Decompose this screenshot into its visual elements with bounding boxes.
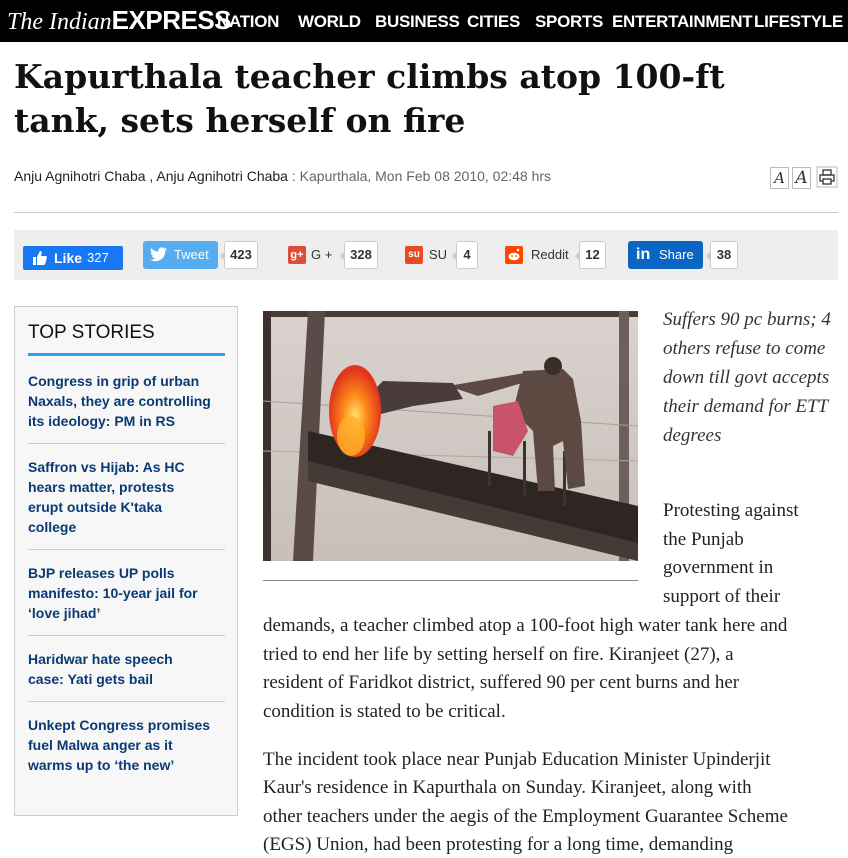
facebook-like-button[interactable] — [23, 246, 123, 270]
top-story-link[interactable]: Haridwar hate speech case: Yati gets bail — [28, 651, 173, 687]
byline-authors[interactable]: Anju Agnihotri Chaba , Anju Agnihotri Chaba — [14, 168, 288, 184]
facebook-like-label: Like — [54, 250, 83, 266]
top-story-link[interactable]: BJP releases UP polls manifesto: 10-year jail for ‘love jihad’ — [28, 565, 198, 621]
thumbs-up-icon — [32, 251, 47, 265]
article-headline: Kapurthala teacher climbs atop 100-ft tank, sets herself on fire — [14, 57, 725, 140]
nav-item-world[interactable]: WORLD — [298, 12, 361, 31]
gplus-count: 328 — [344, 241, 378, 269]
tweet-count: 423 — [224, 241, 258, 269]
story-separator — [28, 549, 225, 550]
article-body-line: tried to end her life by setting herself on fire. Kiranjeet (27), a — [263, 644, 734, 665]
top-story-link[interactable]: Congress in grip of urban Naxals, they are controlling its ideology: PM in RS — [28, 373, 211, 429]
logo-text-the: The Indian — [7, 9, 112, 35]
linkedin-count: 38 — [710, 241, 738, 269]
font-size-increase-button[interactable]: A — [792, 167, 811, 189]
reddit-label: Reddit — [531, 247, 569, 262]
print-button[interactable] — [816, 166, 838, 188]
nav-item-entertainment[interactable]: ENTERTAINMENT — [612, 12, 753, 31]
printer-icon — [816, 166, 838, 188]
story-separator — [28, 443, 225, 444]
linkedin-share-button[interactable] — [628, 241, 703, 269]
article-body-line: resident of Faridkot district, suffered 90 per cent burns and her — [263, 672, 740, 693]
nav-item-sports[interactable]: SPORTS — [535, 12, 604, 31]
article-photo — [263, 311, 638, 561]
byline-divider — [14, 212, 838, 213]
reddit-icon — [505, 246, 523, 264]
top-story-link[interactable]: Saffron vs Hijab: As HC hears matter, protests erupt outside K'taka college — [28, 459, 185, 535]
gplus-button[interactable] — [284, 241, 340, 269]
stumbleupon-label: SU — [429, 247, 448, 262]
top-story-link[interactable]: Unkept Congress promises fuel Malwa anger as it warms up to ‘the new’ — [28, 717, 211, 773]
top-stories-title: TOP STORIES — [28, 322, 155, 343]
top-navigation-bar — [0, 0, 848, 42]
nav-item-lifestyle[interactable]: LIFESTYLE — [754, 12, 843, 31]
font-size-decrease-button[interactable]: A — [770, 167, 789, 189]
nav-item-cities[interactable]: CITIES — [467, 12, 520, 31]
protest-fire-image — [263, 311, 638, 561]
logo-text-express: EXPRESS — [111, 5, 231, 35]
reddit-count: 12 — [579, 241, 606, 269]
article-body-line: (EGS) Union, had been protesting for a long time, demanding — [263, 834, 734, 855]
article-body-line: the Punjab — [663, 529, 744, 550]
article-summary: Suffers 90 pc burns; 4 others refuse to come down till govt accepts their demand for ETT degrees — [663, 309, 831, 446]
gplus-label: G + — [311, 247, 333, 262]
linkedin-icon: in — [636, 246, 651, 263]
site-logo[interactable] — [7, 5, 231, 36]
byline-location-date: : Kapurthala, Mon Feb 08 2010, 02:48 hrs — [287, 168, 552, 184]
top-stories-underline — [28, 353, 225, 356]
article-body-line: support of their — [663, 586, 781, 607]
article-body-line: demands, a teacher climbed atop a 100-foot high water tank here and — [263, 615, 788, 636]
article-body-line: The incident took place near Punjab Education Minister Upinderjit — [263, 749, 771, 770]
reddit-button[interactable] — [503, 241, 577, 269]
article-body-line: condition is stated to be critical. — [263, 701, 506, 722]
nav-item-nation[interactable]: NATION — [217, 12, 280, 31]
social-share-bar — [14, 230, 838, 280]
stumbleupon-button[interactable] — [403, 241, 451, 269]
top-stories-sidebar — [14, 306, 238, 816]
story-separator — [28, 701, 225, 702]
article-body-line: Protesting against — [663, 500, 799, 521]
stumbleupon-count: 4 — [456, 241, 478, 269]
article-body-line: Kaur's residence in Kapurthala on Sunday. Kiranjeet, along with — [263, 777, 752, 798]
twitter-bird-icon — [150, 247, 167, 262]
tweet-label: Tweet — [174, 247, 209, 262]
nav-item-business[interactable]: BUSINESS — [375, 12, 460, 31]
stumbleupon-icon: su — [405, 246, 423, 264]
story-separator — [28, 635, 225, 636]
tweet-button[interactable] — [143, 241, 218, 269]
article-byline — [14, 168, 551, 184]
photo-caption-divider — [263, 580, 638, 581]
facebook-like-count: 327 — [87, 250, 109, 265]
linkedin-label: Share — [659, 247, 694, 262]
article-body-line: other teachers under the aegis of the Employment Guarantee Scheme — [263, 806, 788, 827]
gplus-icon: g+ — [288, 246, 306, 264]
article-body-line: government in — [663, 557, 774, 578]
